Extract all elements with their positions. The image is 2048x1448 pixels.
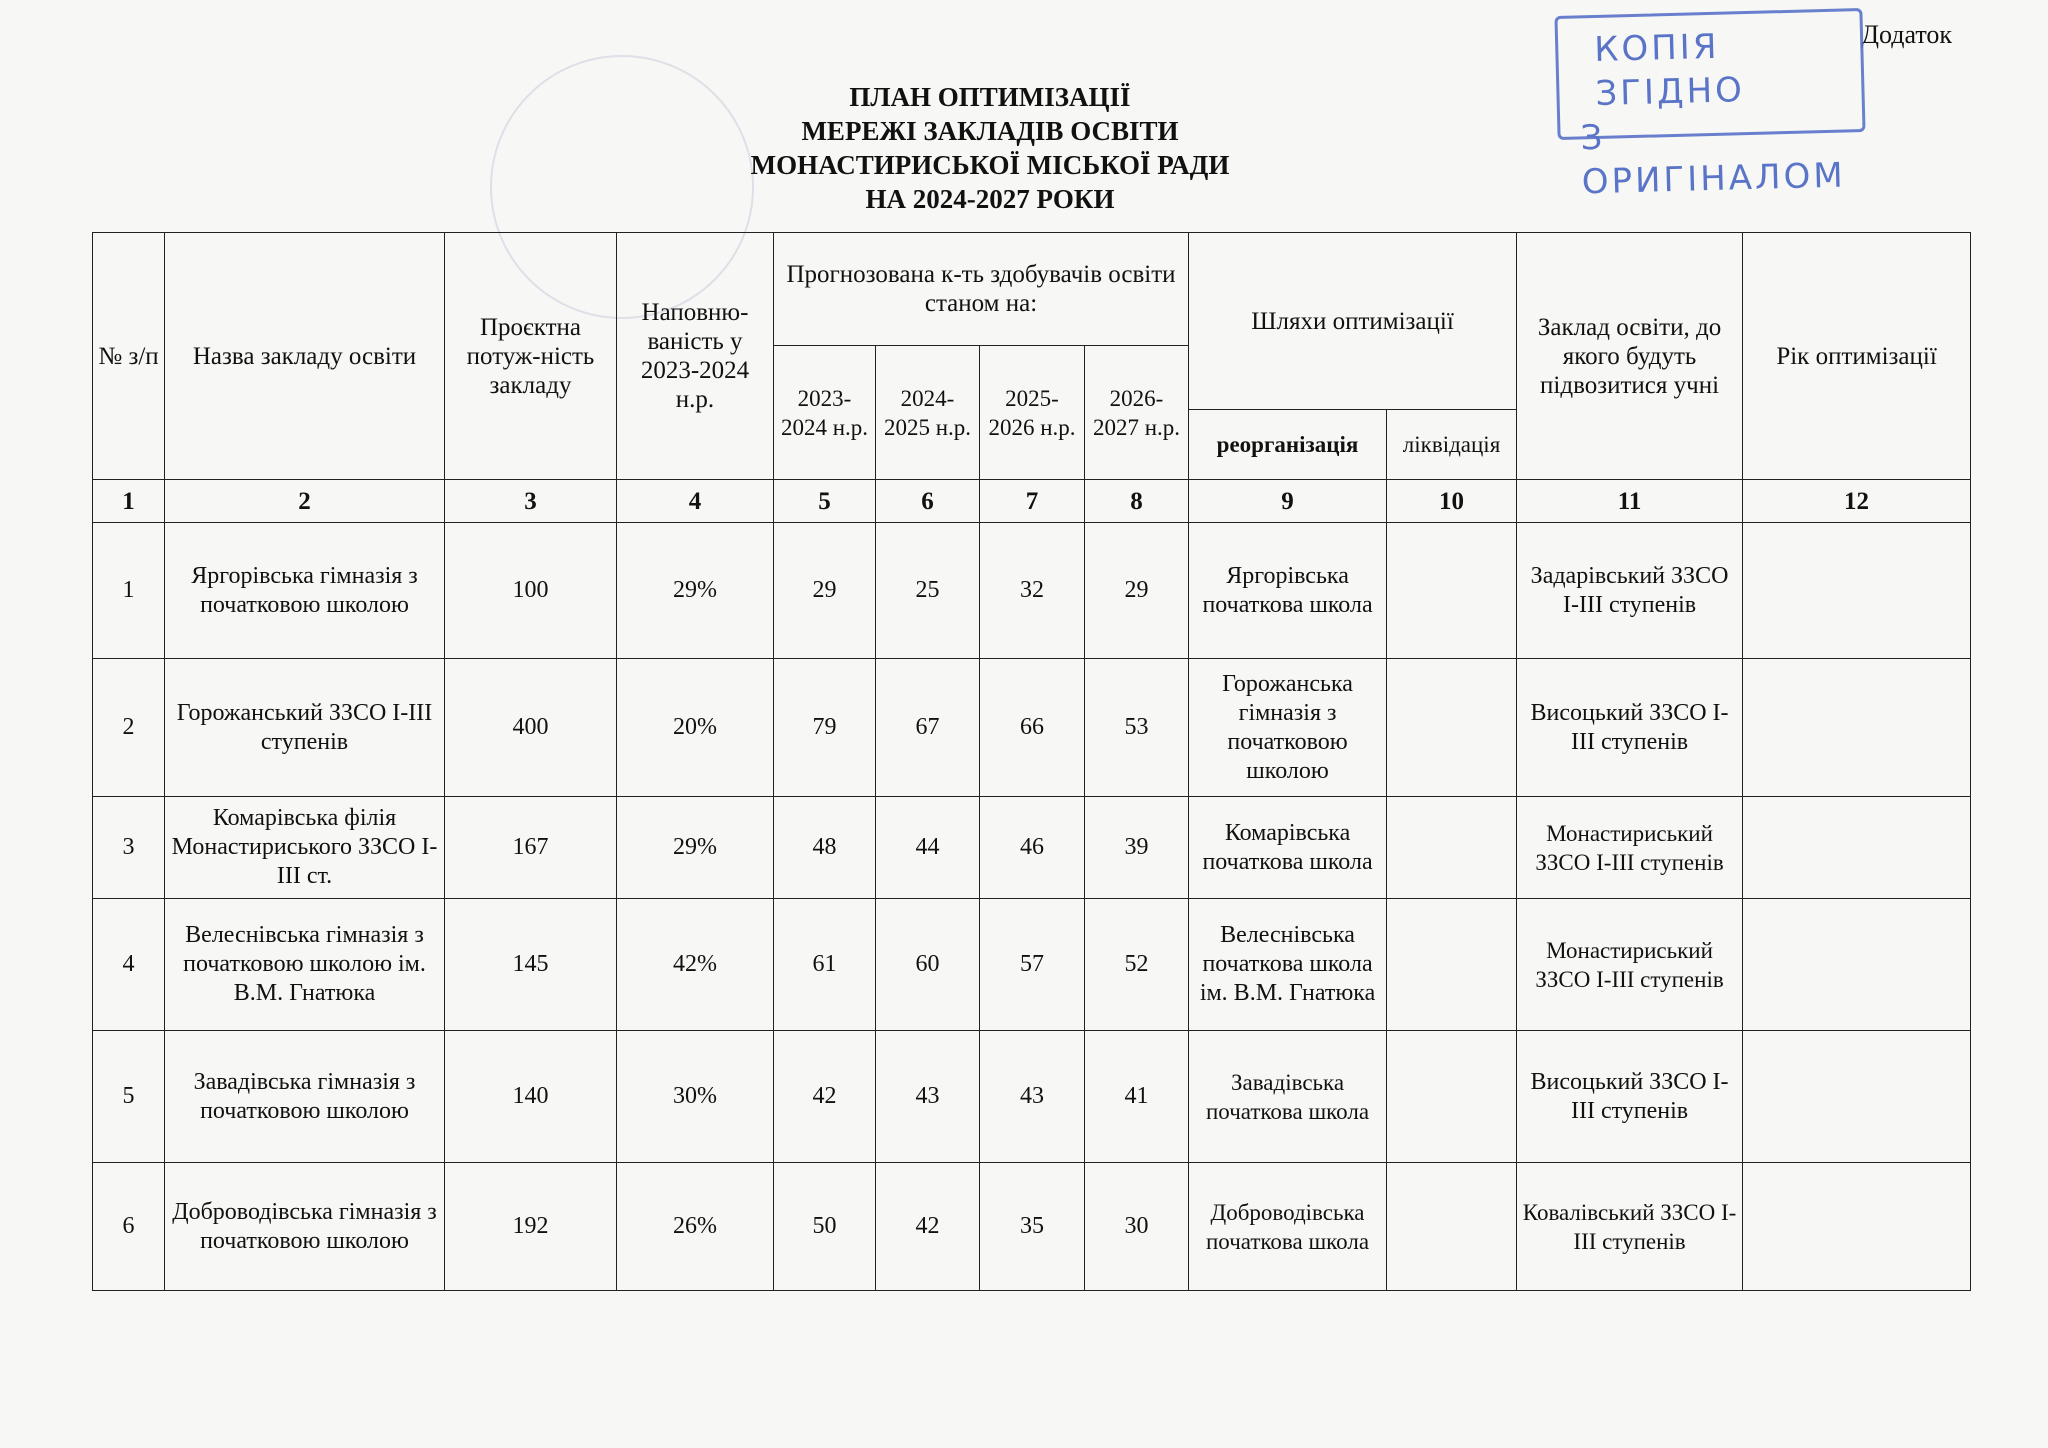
- col-number-8: 8: [1085, 480, 1189, 523]
- cell-capacity: 145: [445, 899, 617, 1031]
- cell-num: 1: [93, 523, 165, 659]
- cell-num: 6: [93, 1163, 165, 1291]
- table-row: [93, 659, 1971, 797]
- cell-year-1: 48: [774, 797, 876, 899]
- cell-year-1: 29: [774, 523, 876, 659]
- cell-reorg: Яргорівська початкова школа: [1189, 523, 1387, 659]
- cell-year-2: 60: [876, 899, 980, 1031]
- title-line-4: НА 2024-2027 РОКИ: [865, 184, 1115, 214]
- col-number-5: 5: [774, 480, 876, 523]
- cell-num: 5: [93, 1031, 165, 1163]
- cell-reorg: Завадівська початкова школа: [1189, 1031, 1387, 1163]
- cell-year-3: 66: [980, 659, 1085, 797]
- table-row: [93, 797, 1971, 899]
- cell-num: 4: [93, 899, 165, 1031]
- cell-capacity: 400: [445, 659, 617, 797]
- cell-capacity: 167: [445, 797, 617, 899]
- cell-transport: Висоцький ЗЗСО І-ІІІ ступенів: [1517, 659, 1743, 797]
- table-row: [93, 1163, 1971, 1291]
- cell-year-4: 30: [1085, 1163, 1189, 1291]
- cell-reorg: Комарівська початкова школа: [1189, 797, 1387, 899]
- cell-liquid: [1387, 523, 1517, 659]
- stamp-line-2: З ОРИГІНАЛОМ: [1580, 117, 1847, 203]
- cell-fill: 20%: [617, 659, 774, 797]
- cell-year-4: 53: [1085, 659, 1189, 797]
- cell-year-opt: [1743, 899, 1971, 1031]
- cell-year-opt: [1743, 797, 1971, 899]
- header-name: Назва закладу освіти: [165, 233, 445, 480]
- header-ways: Шляхи оптимізації: [1189, 233, 1517, 410]
- table-row: [93, 899, 1971, 1031]
- cell-fill: 42%: [617, 899, 774, 1031]
- optimization-plan-table: [92, 232, 1971, 1291]
- header-year-3: 2025-2026 н.р.: [980, 346, 1085, 480]
- col-number-7: 7: [980, 480, 1085, 523]
- header-year-4: 2026-2027 н.р.: [1085, 346, 1189, 480]
- cell-year-3: 35: [980, 1163, 1085, 1291]
- header-num: № з/п: [93, 233, 165, 480]
- title-line-2: МЕРЕЖІ ЗАКЛАДІВ ОСВІТИ: [801, 116, 1179, 146]
- col-number-1: 1: [93, 480, 165, 523]
- header-year-2: 2024-2025 н.р.: [876, 346, 980, 480]
- header-capacity: Проєктна потуж-ність закладу: [445, 233, 617, 480]
- cell-reorg: Доброводівська початкова школа: [1189, 1163, 1387, 1291]
- cell-name: Яргорівська гімназія з початковою школою: [165, 523, 445, 659]
- cell-liquid: [1387, 659, 1517, 797]
- cell-transport: Монастириський ЗЗСО І-ІІІ ступенів: [1517, 899, 1743, 1031]
- cell-name: Велеснівська гімназія з початковою школою ім. В.М. Гнатюка: [165, 899, 445, 1031]
- cell-capacity: 100: [445, 523, 617, 659]
- cell-transport: Монастириський ЗЗСО І-ІІІ ступенів: [1517, 797, 1743, 899]
- title-line-1: ПЛАН ОПТИМІЗАЦІЇ: [849, 82, 1131, 112]
- header-forecast: Прогнозована к-ть здобувачів освіти станом на:: [774, 233, 1189, 346]
- cell-reorg: Горожанська гімназія з початковою школою: [1189, 659, 1387, 797]
- cell-year-2: 42: [876, 1163, 980, 1291]
- cell-year-1: 79: [774, 659, 876, 797]
- cell-liquid: [1387, 797, 1517, 899]
- cell-year-2: 44: [876, 797, 980, 899]
- cell-year-opt: [1743, 1163, 1971, 1291]
- cell-fill: 30%: [617, 1031, 774, 1163]
- header-fill: Наповню-ваність у 2023-2024 н.р.: [617, 233, 774, 480]
- cell-year-opt: [1743, 1031, 1971, 1163]
- cell-year-3: 32: [980, 523, 1085, 659]
- appendix-label: Додаток: [1861, 20, 1952, 49]
- stamp-line-1: КОПІЯ ЗГІДНО: [1593, 26, 1746, 114]
- cell-year-3: 46: [980, 797, 1085, 899]
- cell-num: 2: [93, 659, 165, 797]
- copy-stamp: [1554, 8, 1865, 203]
- header-transport: Заклад освіти, до якого будуть підвозитися учні: [1517, 233, 1743, 480]
- cell-fill: 29%: [617, 523, 774, 659]
- cell-capacity: 192: [445, 1163, 617, 1291]
- cell-liquid: [1387, 1031, 1517, 1163]
- cell-reorg: Велеснівська початкова школа ім. В.М. Гнатюка: [1189, 899, 1387, 1031]
- cell-year-4: 39: [1085, 797, 1189, 899]
- cell-name: Завадівська гімназія з початковою школою: [165, 1031, 445, 1163]
- cell-fill: 26%: [617, 1163, 774, 1291]
- cell-transport: Висоцький ЗЗСО І-ІІІ ступенів: [1517, 1031, 1743, 1163]
- cell-fill: 29%: [617, 797, 774, 899]
- cell-capacity: 140: [445, 1031, 617, 1163]
- table-row: [93, 523, 1971, 659]
- cell-year-opt: [1743, 523, 1971, 659]
- cell-year-2: 25: [876, 523, 980, 659]
- cell-name: Горожанський ЗЗСО І-ІІІ ступенів: [165, 659, 445, 797]
- header-liquid: ліквідація: [1387, 410, 1517, 480]
- cell-num: 3: [93, 797, 165, 899]
- header-year-1: 2023-2024 н.р.: [774, 346, 876, 480]
- col-number-4: 4: [617, 480, 774, 523]
- table-row: [93, 1031, 1971, 1163]
- col-number-11: 11: [1517, 480, 1743, 523]
- cell-transport: Задарівський ЗЗСО І-ІІІ ступенів: [1517, 523, 1743, 659]
- cell-year-opt: [1743, 659, 1971, 797]
- cell-liquid: [1387, 1163, 1517, 1291]
- col-number-2: 2: [165, 480, 445, 523]
- cell-year-3: 43: [980, 1031, 1085, 1163]
- document-title: [560, 80, 1420, 216]
- cell-year-1: 61: [774, 899, 876, 1031]
- cell-year-1: 50: [774, 1163, 876, 1291]
- cell-transport: Ковалівський ЗЗСО І-ІІІ ступенів: [1517, 1163, 1743, 1291]
- cell-year-2: 67: [876, 659, 980, 797]
- cell-year-2: 43: [876, 1031, 980, 1163]
- cell-liquid: [1387, 899, 1517, 1031]
- col-number-12: 12: [1743, 480, 1971, 523]
- cell-year-3: 57: [980, 899, 1085, 1031]
- cell-year-4: 41: [1085, 1031, 1189, 1163]
- cell-year-4: 29: [1085, 523, 1189, 659]
- col-number-9: 9: [1189, 480, 1387, 523]
- col-number-6: 6: [876, 480, 980, 523]
- col-number-3: 3: [445, 480, 617, 523]
- cell-year-4: 52: [1085, 899, 1189, 1031]
- cell-name: Комарівська філія Монастириського ЗЗСО І-ІІІ ст.: [165, 797, 445, 899]
- header-year-opt: Рік оптимізації: [1743, 233, 1971, 480]
- header-reorg: реорганізація: [1189, 410, 1387, 480]
- title-line-3: МОНАСТИРИСЬКОЇ МІСЬКОЇ РАДИ: [750, 150, 1230, 180]
- col-number-10: 10: [1387, 480, 1517, 523]
- cell-year-1: 42: [774, 1031, 876, 1163]
- cell-name: Доброводівська гімназія з початковою школою: [165, 1163, 445, 1291]
